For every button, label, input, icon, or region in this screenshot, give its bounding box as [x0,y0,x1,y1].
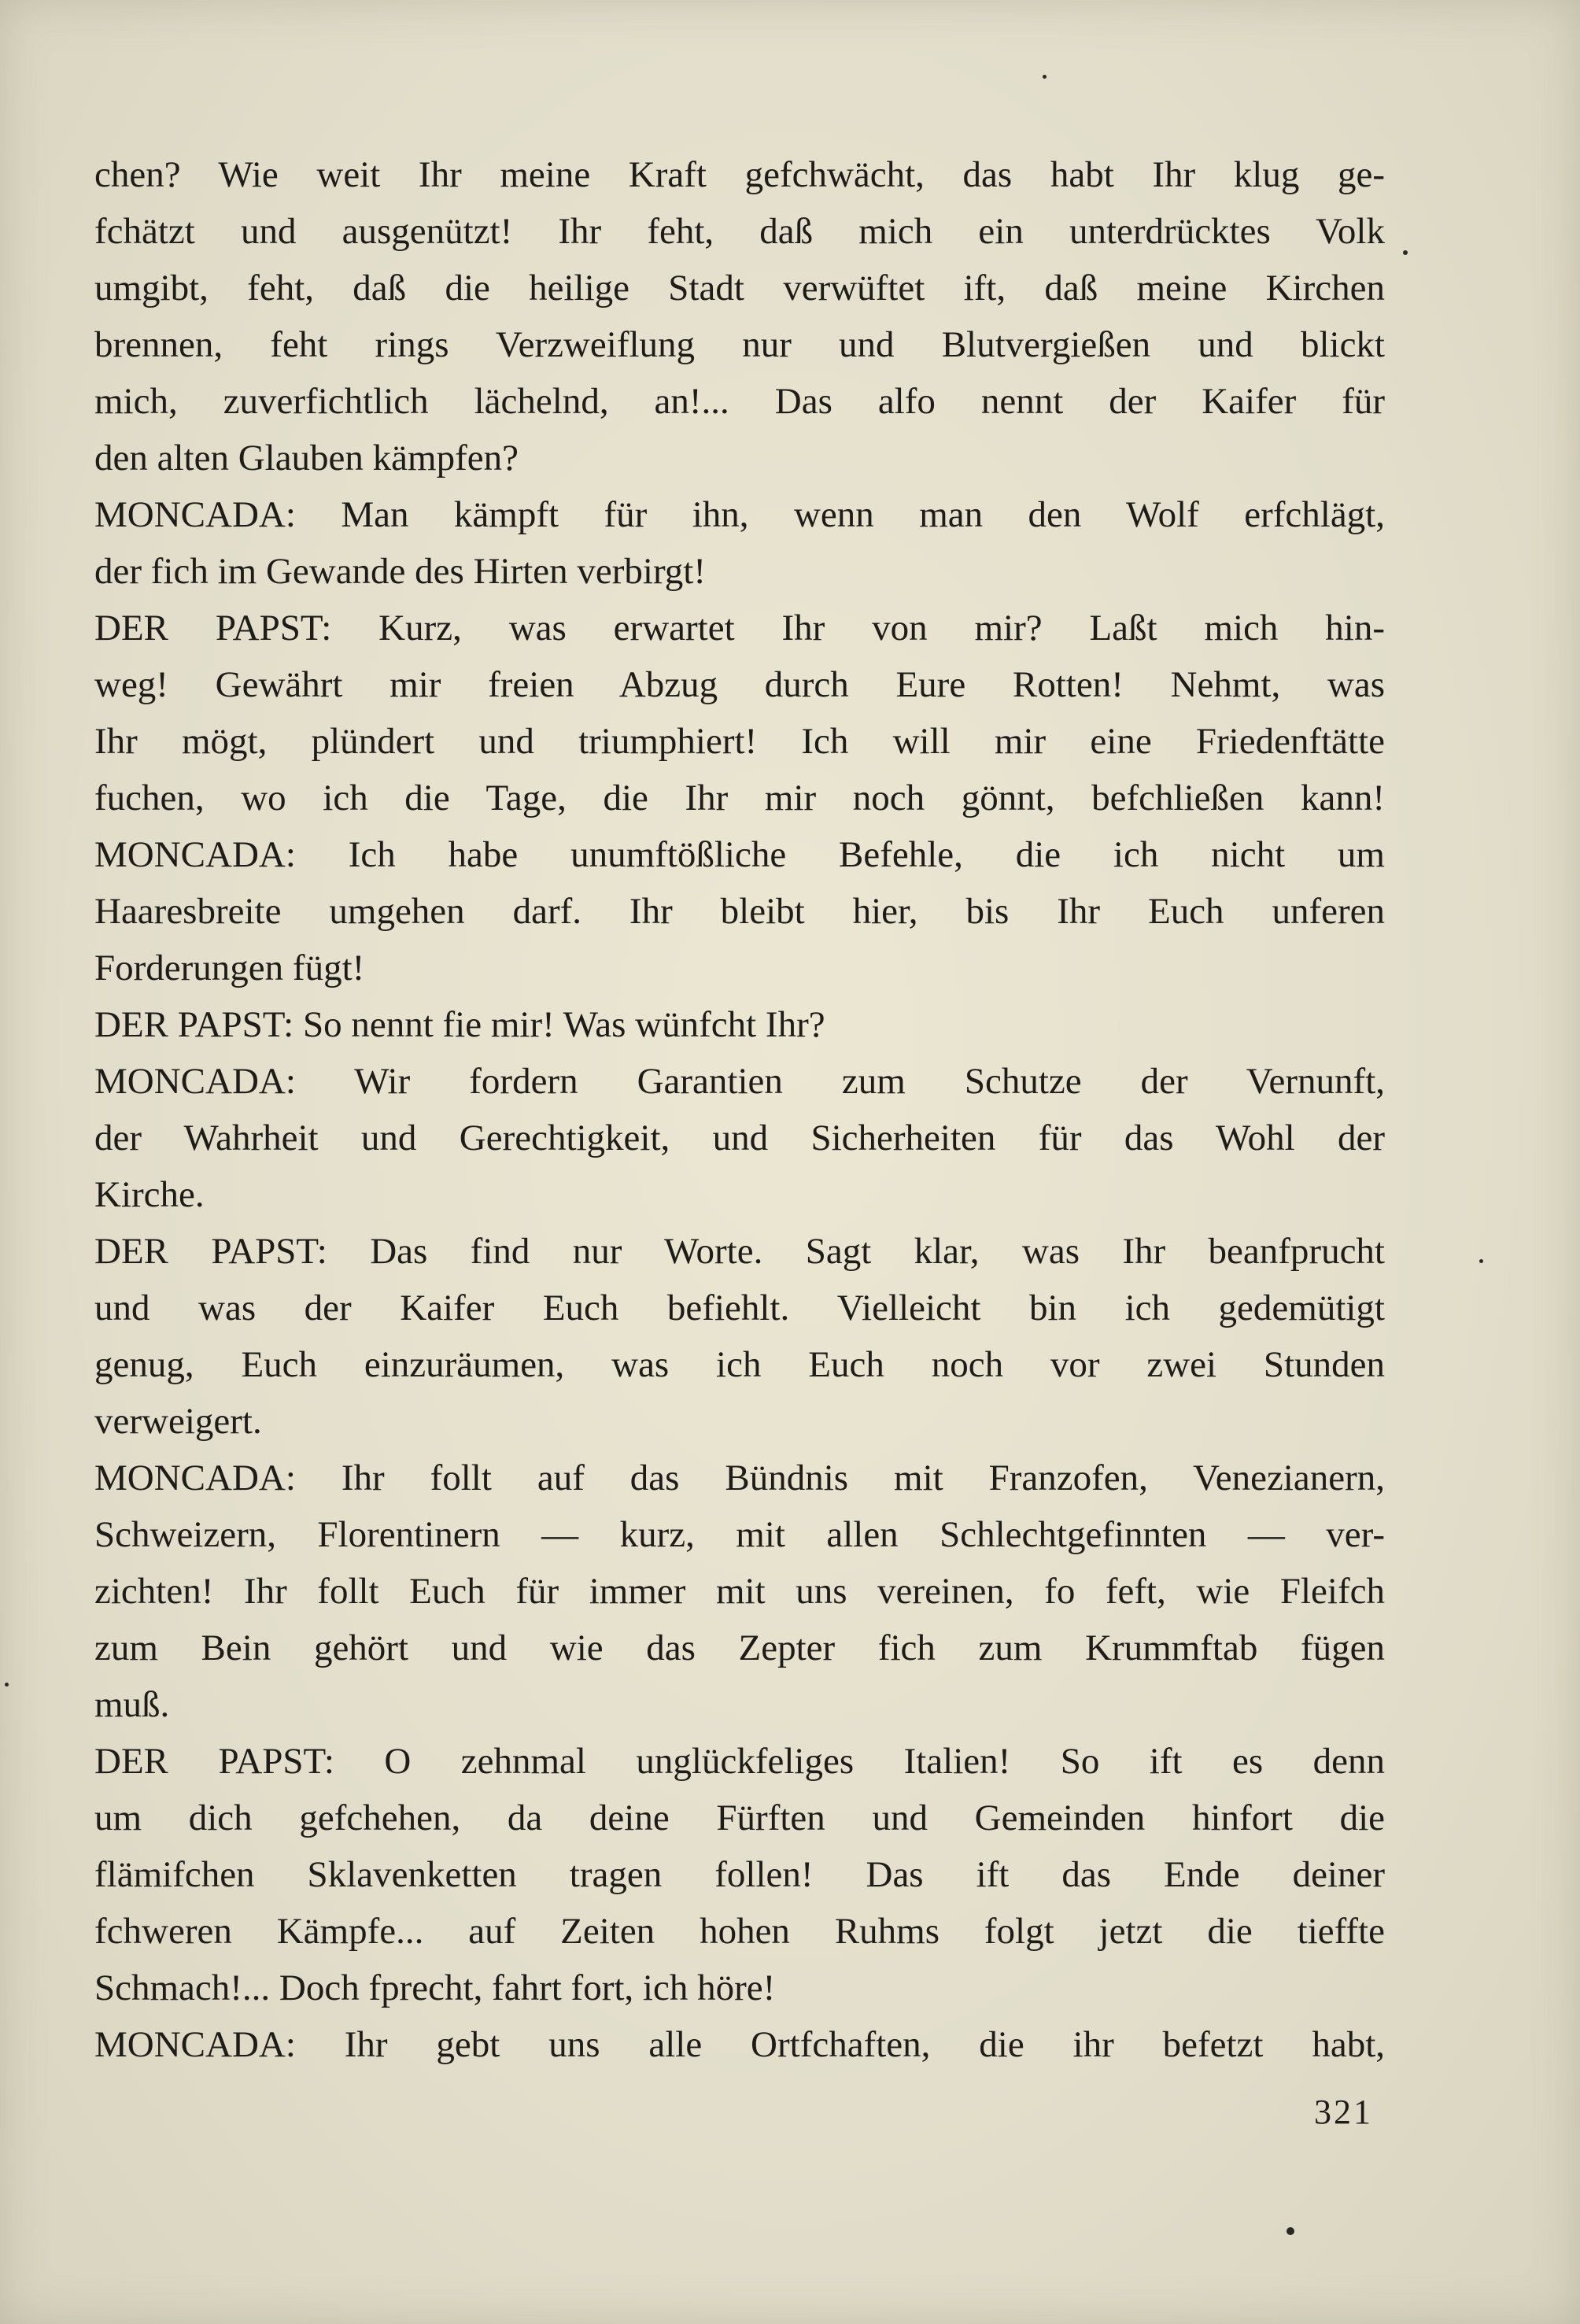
text-line: fchätzt und ausgenützt! Ihr feht, daß mich ein unterdrücktes Volk [94,211,1385,252]
text-line: flämifchen Sklavenketten tragen follen! Das ift das Ende deiner [94,1854,1385,1895]
paper-speck [1479,1259,1483,1263]
text-line: DER PAPST: O zehnmal unglückfeliges Italien! So ift es denn [94,1741,1385,1782]
text-line: MONCADA: Ihr gebt uns alle Ortfchaften, die ihr befetzt habt, [94,2024,1385,2065]
paper-speck [1043,75,1047,79]
text-line: Schweizern, Florentinern — kurz, mit allen Schlechtgefinnten — ver- [94,1514,1385,1555]
text-line: zichten! Ihr follt Euch für immer mit uns vereinen, fo feft, wie Fleifch [94,1571,1385,1612]
text-line: der fich im Gewande des Hirten verbirgt! [94,551,706,592]
text-line: umgibt, feht, daß die heilige Stadt verwüftet ift, daß meine Kirchen [94,268,1385,309]
text-line: DER PAPST: So nennt fie mir! Was wünfcht Ihr? [94,1004,825,1045]
paper-speck [1287,2227,1294,2235]
text-line: fchweren Kämpfe... auf Zeiten hohen Ruhms folgt jetzt die tieffte [94,1911,1385,1952]
text-line: MONCADA: Ihr follt auf das Bündnis mit Franzofen, Venezianern, [94,1458,1385,1498]
text-line: Schmach!... Doch fprecht, fahrt fort, ich höre! [94,1967,776,2008]
text-line: weg! Gewährt mir freien Abzug durch Eure Rotten! Nehmt, was [94,664,1385,705]
text-line: den alten Glauben kämpfen? [94,438,519,478]
text-line: Forderungen fügt! [94,948,365,988]
text-line: DER PAPST: Das find nur Worte. Sagt klar, was Ihr beanfprucht [94,1231,1385,1272]
text-line: MONCADA: Man kämpft für ihn, wenn man den Wolf erfchlägt, [94,494,1385,535]
text-line: der Wahrheit und Gerechtigkeit, und Sicherheiten für das Wohl der [94,1118,1385,1158]
text-line: Ihr mögt, plündert und triumphiert! Ich will mir eine Friedenftätte [94,721,1385,762]
paper-speck [1403,250,1408,255]
text-line: DER PAPST: Kurz, was erwartet Ihr von mir? Laßt mich hin- [94,608,1385,648]
text-line: MONCADA: Ich habe unumftößliche Befehle, die ich nicht um [94,834,1385,875]
text-line: Haaresbreite umgehen darf. Ihr bleibt hier, bis Ihr Euch unferen [94,891,1385,932]
text-line: chen? Wie weit Ihr meine Kraft gefchwächt, das habt Ihr klug ge- [94,154,1385,195]
page-number: 321 [1314,2093,1373,2131]
text-line: fuchen, wo ich die Tage, die Ihr mir noch gönnt, befchließen kann! [94,778,1385,818]
text-line: zum Bein gehört und wie das Zepter fich zum Krummftab fügen [94,1628,1385,1668]
paper-speck [5,1683,9,1687]
text-line: MONCADA: Wir fordern Garantien zum Schutze der Vernunft, [94,1061,1385,1102]
text-line: brennen, feht rings Verzweiflung nur und Blutvergießen und blickt [94,324,1385,365]
text-line: Kirche. [94,1174,205,1215]
page-text [94,146,1385,2073]
text-line: mich, zuverfichtlich lächelnd, an!... Das alfo nennt der Kaifer für [94,381,1385,422]
text-line: um dich gefchehen, da deine Fürften und Gemeinden hinfort die [94,1797,1385,1838]
text-line: und was der Kaifer Euch befiehlt. Vielleicht bin ich gedemütigt [94,1288,1385,1328]
text-line: muß. [94,1684,170,1725]
text-line: genug, Euch einzuräumen, was ich Euch noch vor zwei Stunden [94,1344,1385,1385]
text-line: verweigert. [94,1401,262,1442]
